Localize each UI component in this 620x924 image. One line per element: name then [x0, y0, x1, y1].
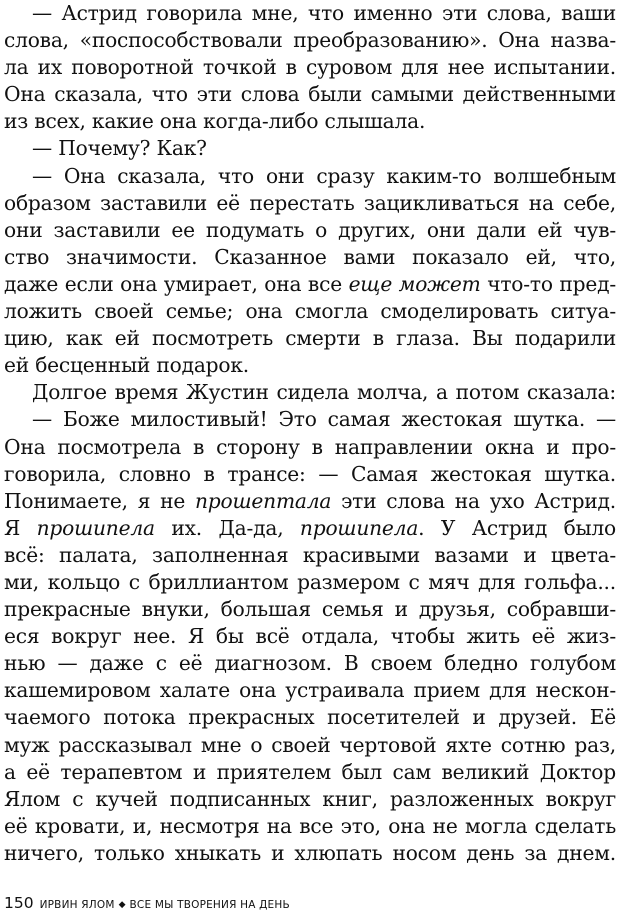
text-line	[4, 190, 616, 217]
text-segment: . У Астрид было	[418, 515, 617, 540]
text-segment: их. Да-да,	[154, 515, 300, 540]
text-segment: Понимаете, я не	[4, 488, 195, 513]
text-line	[4, 434, 616, 461]
text-line	[4, 786, 616, 813]
text-line	[4, 840, 616, 867]
text-segment: — Почему? Как?	[32, 136, 207, 161]
text-segment: — Астрид говорила мне, что именно эти слова, ваши	[32, 1, 616, 25]
text-line	[4, 813, 616, 840]
text-line	[4, 623, 616, 650]
text-line	[4, 569, 616, 596]
page-number: 150	[4, 894, 34, 912]
text-line	[4, 135, 616, 162]
text-segment: слова, «поспособствовали преобразованию». Она назва-	[4, 28, 616, 53]
text-line	[4, 759, 616, 786]
text-line	[4, 515, 616, 542]
text-line	[4, 163, 616, 190]
text-segment: — Боже милостивый! Это самая жестокая шутка. —	[32, 407, 616, 432]
text-segment: ложить своей семье; она смогла смоделировать ситуа-	[4, 299, 616, 324]
text-line	[4, 108, 616, 135]
text-segment: говорила, словно в трансе: — Самая жестокая шутка.	[4, 461, 616, 486]
text-line	[4, 352, 616, 379]
text-line	[4, 704, 616, 731]
text-segment: что-то пред-	[480, 271, 616, 296]
text-segment: они заставили ее подумать о других, они дали ей чув-	[4, 217, 616, 242]
text-line	[4, 542, 616, 569]
text-line	[4, 298, 616, 325]
body-text	[4, 0, 616, 867]
text-line	[4, 217, 616, 244]
text-segment: — Она сказала, что они сразу каким-то волшебным	[32, 163, 616, 188]
italic-text: прошипела	[36, 515, 155, 540]
text-line	[4, 325, 616, 352]
page-footer	[4, 893, 616, 917]
text-line	[4, 81, 616, 108]
text-segment: а её терапевтом и приятелем был сам великий Доктор	[4, 759, 616, 784]
text-line	[4, 488, 616, 515]
text-line	[4, 406, 616, 433]
text-segment: Долгое время Жустин сидела молча, а потом сказала:	[32, 380, 616, 405]
text-line	[4, 27, 616, 54]
text-segment: ничего, только хныкать и хлюпать носом день за днем.	[4, 840, 616, 865]
text-line	[4, 677, 616, 704]
text-segment: эти слова на ухо Астрид.	[331, 488, 616, 513]
text-segment: муж рассказывал мне о своей чертовой яхте сотню раз,	[4, 732, 616, 757]
text-segment: образом заставили её перестать зацикливаться на себе,	[4, 190, 616, 215]
text-segment: Она посмотрела в сторону в направлении окна и про-	[4, 434, 616, 459]
text-segment: еся вокруг нее. Я бы всё отдала, чтобы жить её жиз-	[4, 624, 616, 649]
text-segment: чаемого потока прекрасных посетителей и друзей. Её	[4, 705, 616, 730]
text-segment: ла их поворотной точкой в суровом для нее испытании.	[4, 55, 616, 80]
italic-text: еще может	[348, 271, 481, 296]
text-segment: кашемировом халате она устраивала прием для нескон-	[4, 678, 616, 703]
text-segment: ми, кольцо с бриллиантом размером с мяч для гольфа...	[4, 569, 616, 594]
text-segment: ство значимости. Сказанное вами показало ей, что,	[4, 244, 616, 269]
text-segment: ей бесценный подарок.	[4, 353, 249, 378]
running-head-title: ВСЕ МЫ ТВОРЕНИЯ НА ДЕНЬ	[129, 899, 290, 911]
italic-text: прошипела	[299, 515, 419, 540]
text-line	[4, 271, 616, 298]
text-line	[4, 732, 616, 759]
text-line	[4, 461, 616, 488]
running-head-author: ИРВИН ЯЛОМ	[39, 899, 115, 911]
text-segment: Я	[4, 515, 37, 540]
text-line	[4, 244, 616, 271]
italic-text: прошептала	[195, 488, 332, 513]
text-segment: всё: палата, заполненная красивыми вазами и цвета-	[4, 542, 616, 567]
text-line	[4, 379, 616, 406]
text-segment: её кровати, и, несмотря на все это, она не могла сделать	[4, 813, 616, 838]
text-line	[4, 54, 616, 81]
text-line	[4, 596, 616, 623]
text-segment: прекрасные внуки, большая семья и друзья, собравши-	[4, 597, 616, 622]
text-line	[4, 650, 616, 677]
text-line	[4, 0, 616, 27]
diamond-separator-icon: ◆	[118, 900, 126, 910]
text-segment: из всех, какие она когда-либо слышала.	[4, 109, 426, 134]
text-segment: Она сказала, что эти слова были самыми действенными	[4, 82, 616, 107]
text-segment: цию, как ей посмотреть смерти в глаза. Вы подарили	[4, 326, 616, 351]
text-segment: Ялом с кучей подписанных книг, разложенных вокруг	[4, 786, 616, 811]
text-segment: нью — даже с её диагнозом. В своем бледно голубом	[4, 651, 616, 676]
text-segment: даже если она умирает, она все	[4, 271, 349, 296]
